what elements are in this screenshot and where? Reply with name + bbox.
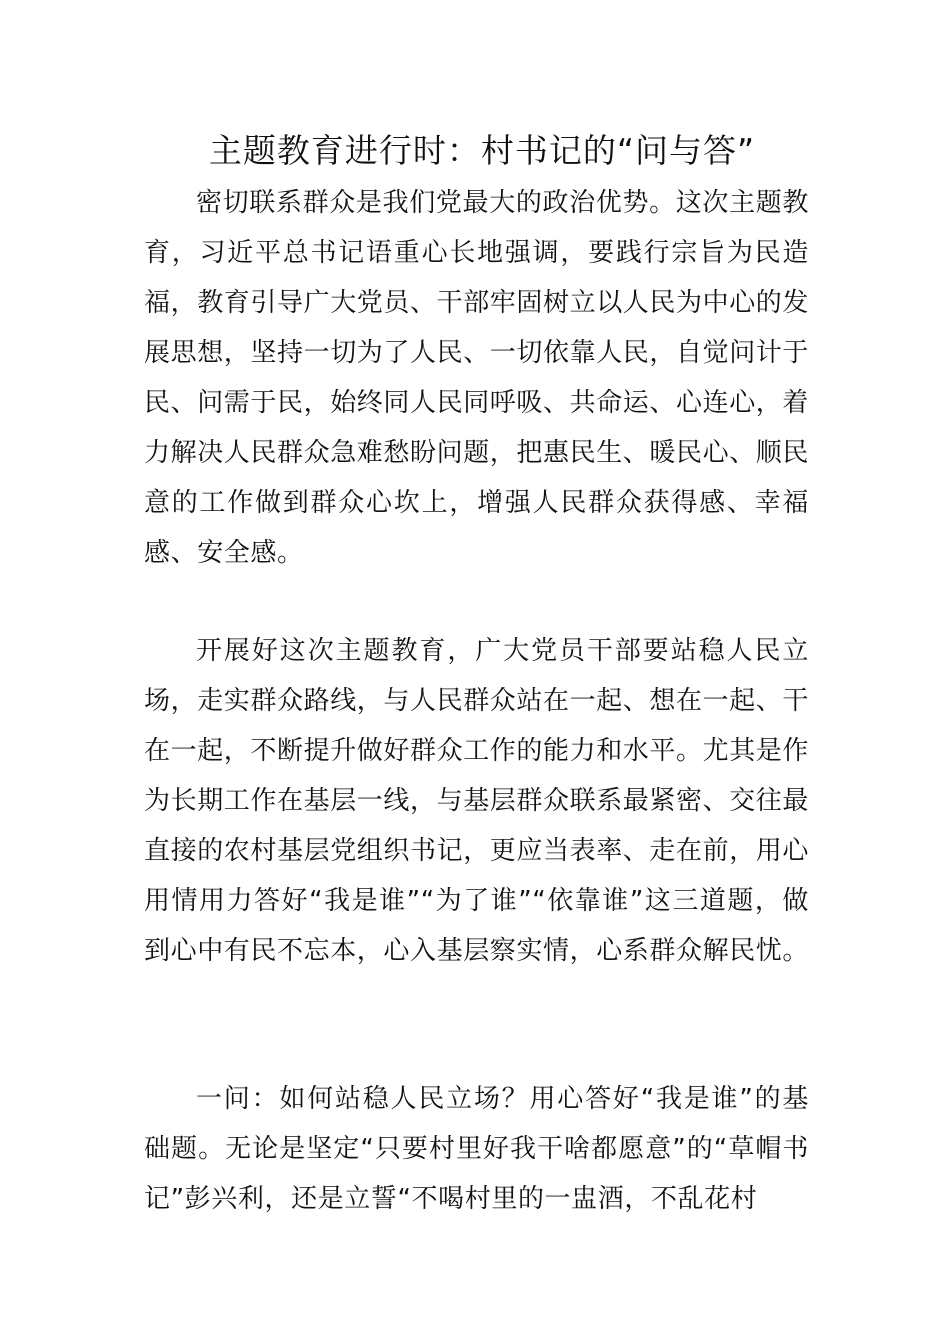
paragraph-1: 密切联系群众是我们党最大的政治优势。这次主题教育，习近平总书记语重心长地强调，要践行宗旨为民造福，教育引导广大党员、干部牢固树立以人民为中心的发展思想，坚持一切为了人民、一切依靠人民，自觉问计于民、问需于民，始终同人民同呼吸、共命运、心连心，着力解决人民群众急难愁盼问题，把惠民生、暖民心、顺民意的工作做到群众心坎上，增强人民群众获得感、幸福感、安全感。 — [144, 188, 810, 568]
paragraph-2: 开展好这次主题教育，广大党员干部要站稳人民立场，走实群众路线，与人民群众站在一起、想在一起、干在一起，不断提升做好群众工作的能力和水平。尤其是作为长期工作在基层一线，与基层群众联系最紧密、交往最直接的农村基层党组织书记，更应当表率、走在前，用心用情用力答好“我是谁”“为了谁”“依靠谁”这三道题，做到心中有民不忘本，心入基层察实情，心系群众解民忧。 — [144, 636, 810, 966]
document-title: 主题教育进行时：村书记的“问与答” — [208, 131, 756, 170]
paragraph-3: 一问：如何站稳人民立场？用心答好“我是谁”的基础题。无论是坚定“只要村里好我干啥都愿意”的“草帽书记”彭兴利，还是立誓“不喝村里的一盅酒，不乱花村 — [144, 1084, 809, 1214]
